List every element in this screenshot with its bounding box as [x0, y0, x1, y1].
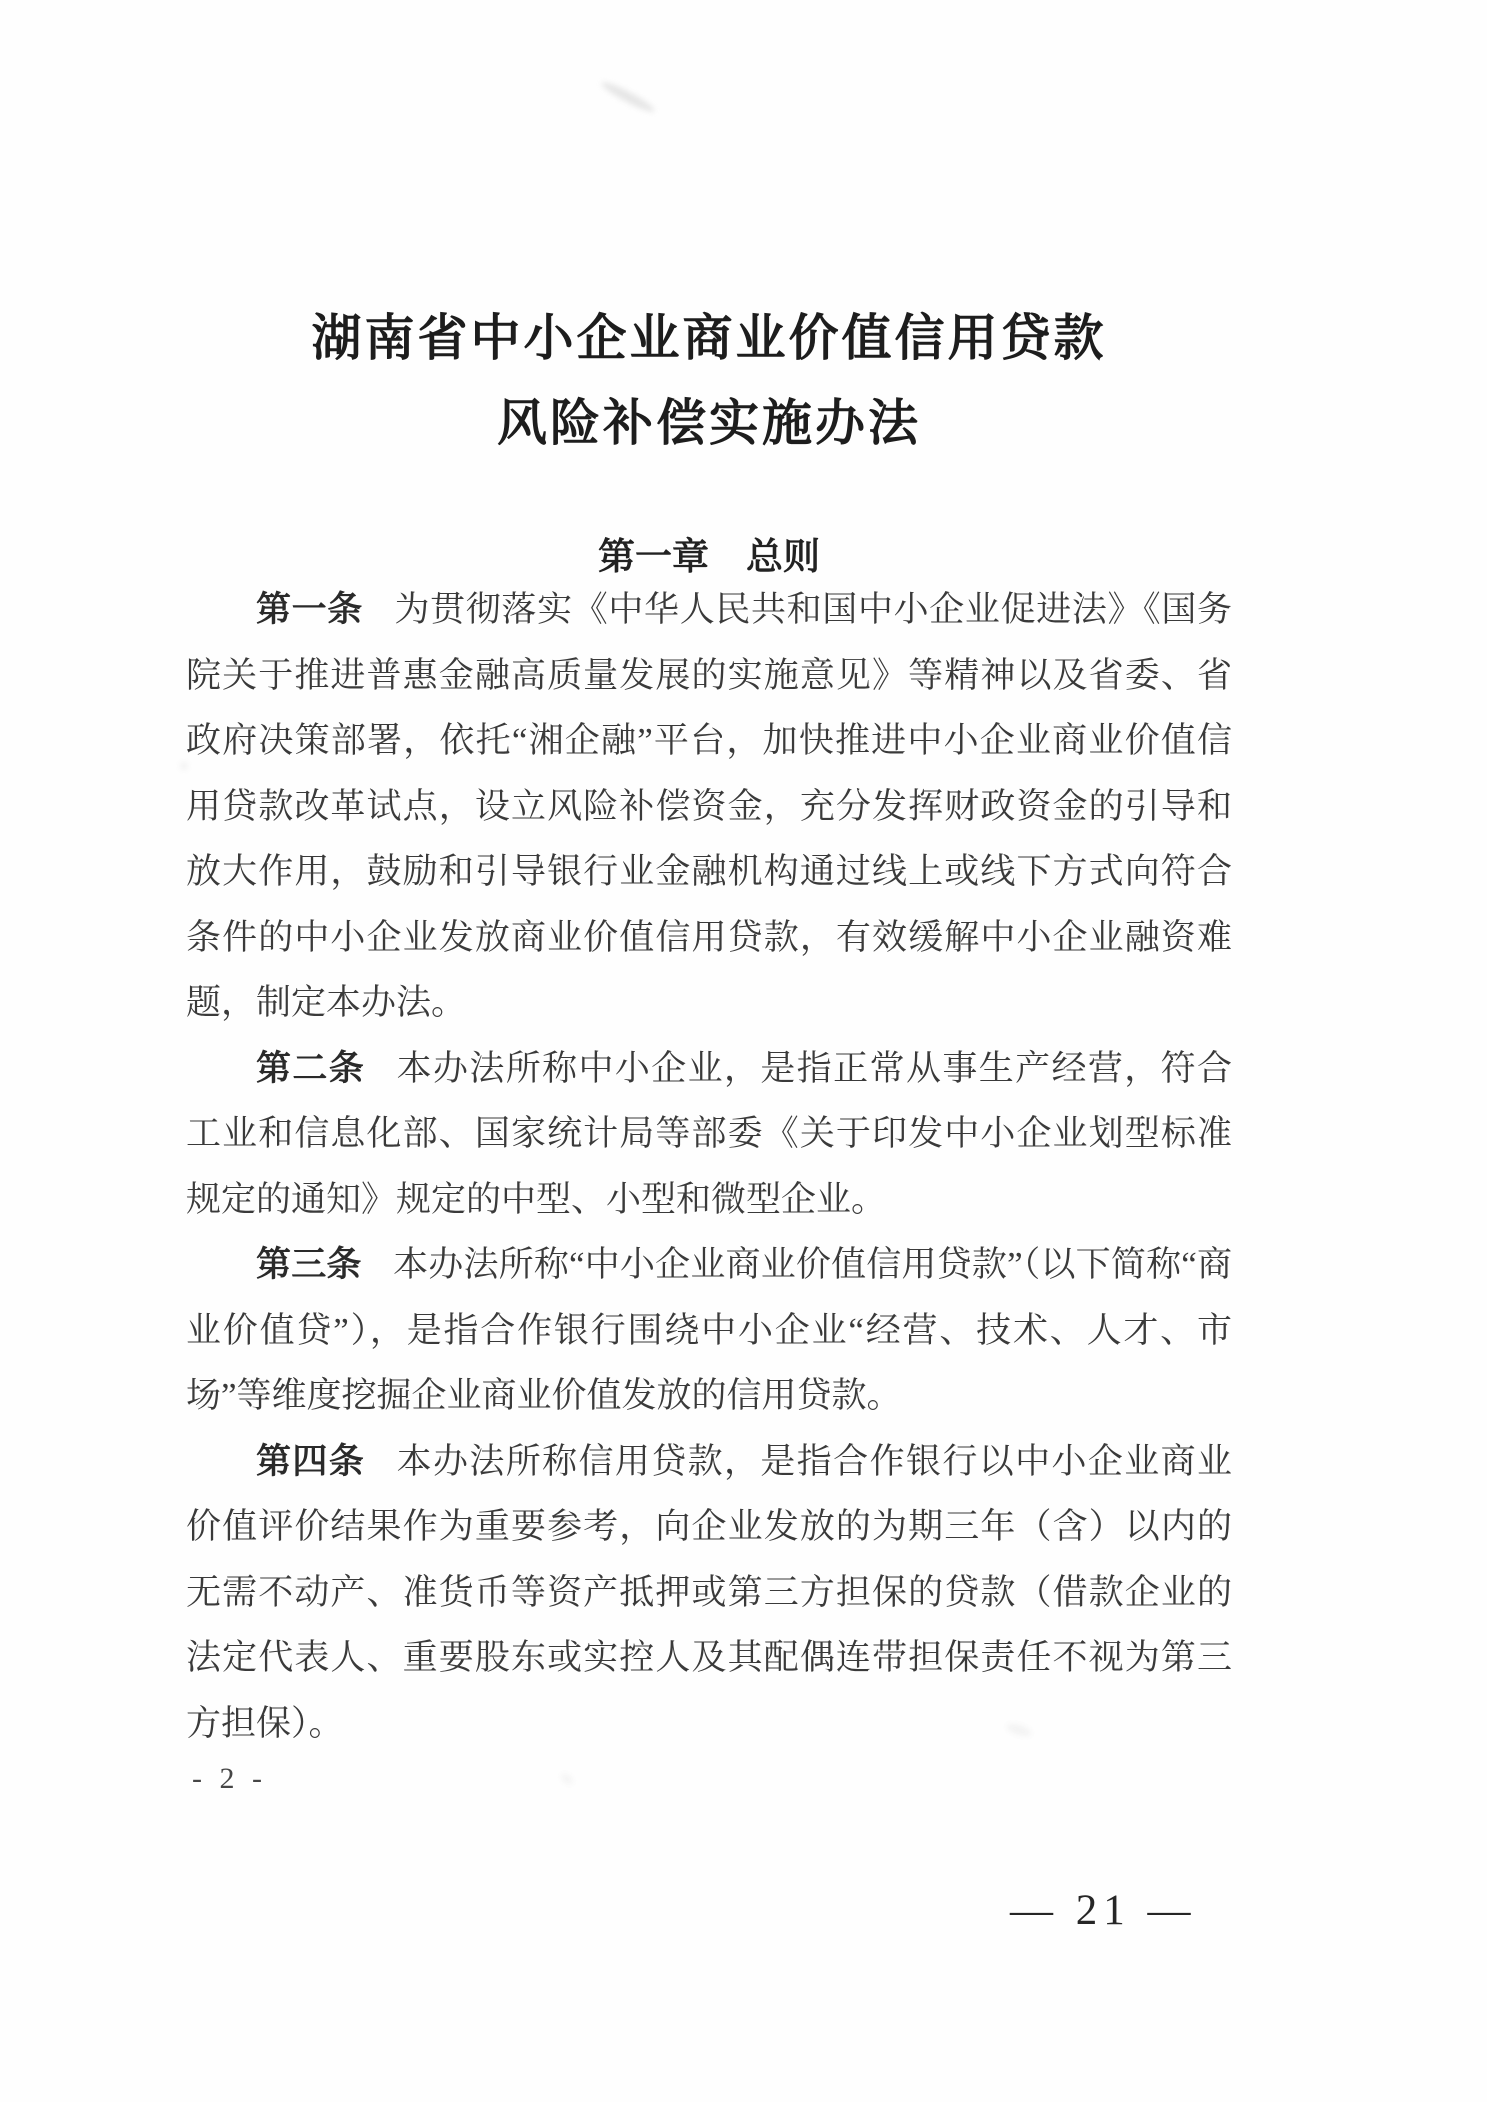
- document-title-line-1: 湖南省中小企业商业价值信用贷款: [311, 310, 1107, 366]
- article-number-2: 第二条: [256, 1048, 366, 1088]
- article-number-3: 第三条: [256, 1245, 362, 1284]
- document-title: [186, 296, 1232, 466]
- chapter-heading: 第一章 总则: [598, 536, 820, 577]
- article-text-1: 为贯彻落实《中华人民共和国中小企业促进法》《国务院关于推进普惠金融高质量发展的实施意见》等精神以及省委、省政府决策部署，依托“湘企融”平台，加快推进中小企业商业价值信用贷款改革试点，设立风险补偿资金，充分发挥财政资金的引导和放大作用，鼓励和引导银行业金融机构通过线上或线下方式向符合条件的中小企业发放商业价值信用贷款，有效缓解中小企业融资难题，制定本办法。: [186, 590, 1232, 1022]
- document-body: [186, 577, 1232, 1756]
- article-text-2: 本办法所称中小企业，是指正常从事生产经营，符合工业和信息化部、国家统计局等部委《关于印发中小企业划型标准规定的通知》规定的中型、小型和微型企业。: [186, 1048, 1232, 1219]
- article-text-4: 本办法所称信用贷款，是指合作银行以中小企业商业价值评价结果作为重要参考，向企业发放的为期三年（含）以内的无需不动产、准货币等资产抵押或第三方担保的贷款（借款企业的法定代表人、重要股东或实控人及其配偶连带担保责任不视为第三方担保）。: [186, 1441, 1232, 1743]
- article-number-1: 第一条: [256, 590, 363, 629]
- article-number-4: 第四条: [256, 1441, 366, 1481]
- document-title-line-2: 风险补偿实施办法: [497, 395, 921, 451]
- body-paragraph-article-3: [186, 1232, 1232, 1429]
- scan-smudge: [599, 79, 657, 116]
- body-paragraph-article-1: [186, 577, 1232, 1036]
- inner-page-label: - 2 -: [192, 1762, 267, 1795]
- page-number: — 21 —: [1010, 1887, 1197, 1934]
- scan-speck: [559, 1771, 575, 1786]
- body-paragraph-article-4: [186, 1429, 1232, 1757]
- body-paragraph-article-2: [186, 1036, 1232, 1233]
- article-text-3: 本办法所称“中小企业商业价值信用贷款”（以下简称“商业价值贷”），是指合作银行围绕中小企业“经营、技术、人才、市场”等维度挖掘企业商业价值发放的信用贷款。: [186, 1245, 1232, 1415]
